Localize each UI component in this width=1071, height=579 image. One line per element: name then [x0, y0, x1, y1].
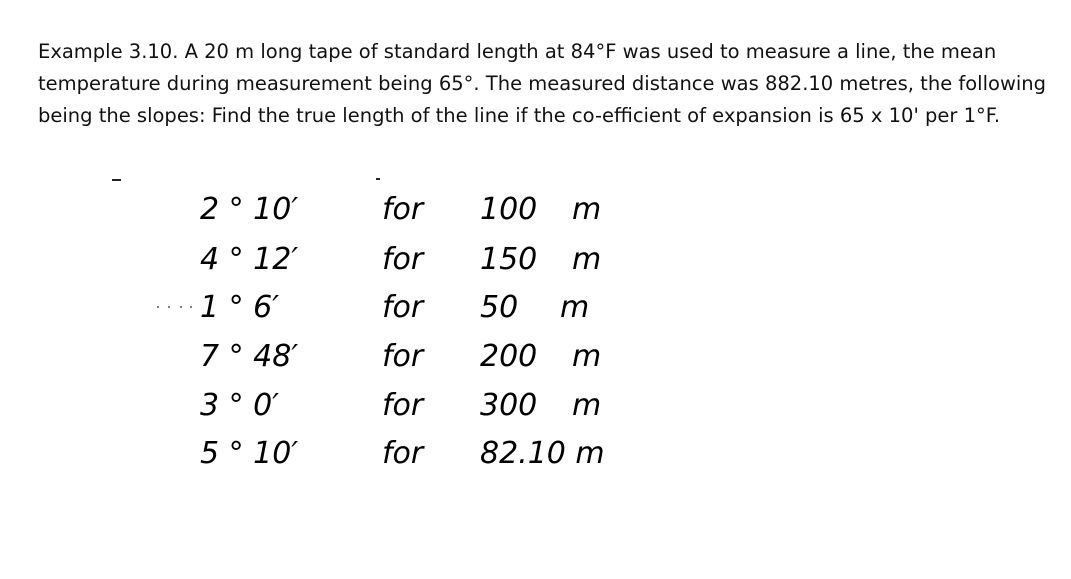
problem-line-3: being the slopes: Find the true length of the line if the co-efficient of expansion is 65 x 10' per 1°F. — [38, 104, 1001, 127]
slope-angle: 1 ° 6′ — [200, 290, 280, 325]
slope-for: for — [382, 242, 424, 277]
slope-length: 150 — [480, 242, 538, 277]
slope-row — [0, 290, 1071, 340]
slope-unit: m — [572, 388, 602, 423]
slope-for: for — [382, 290, 424, 325]
slope-for: for — [382, 436, 424, 471]
slope-for: for — [382, 192, 424, 227]
slope-for: for — [382, 388, 424, 423]
problem-line-2: temperature during measurement being 65°. The measured distance was 882.10 metres, the following — [38, 72, 1047, 95]
slope-row — [0, 339, 1071, 389]
slope-unit: m — [572, 339, 602, 374]
slope-row — [0, 242, 1071, 292]
slope-length: 82.10 m — [480, 436, 605, 471]
slope-angle: 3 ° 0′ — [200, 388, 280, 423]
slope-for: for — [382, 339, 424, 374]
slope-length: 300 — [480, 388, 538, 423]
slope-angle: 5 ° 10′ — [200, 436, 299, 471]
slope-angle: 7 ° 48′ — [200, 339, 299, 374]
slope-unit: m — [572, 192, 602, 227]
slope-unit: m — [560, 290, 590, 325]
slope-angle: 4 ° 12′ — [200, 242, 299, 277]
slope-length: 100 — [480, 192, 538, 227]
slope-length: 200 — [480, 339, 538, 374]
slope-row — [0, 192, 1071, 242]
slope-unit: m — [572, 242, 602, 277]
problem-line-1: Example 3.10. A 20 m long tape of standard length at 84°F was used to measure a line, the mean — [38, 40, 997, 63]
slope-row — [0, 388, 1071, 438]
slope-row — [0, 436, 1071, 486]
slope-angle: 2 ° 10′ — [200, 192, 299, 227]
slope-length: 50 — [480, 290, 519, 325]
